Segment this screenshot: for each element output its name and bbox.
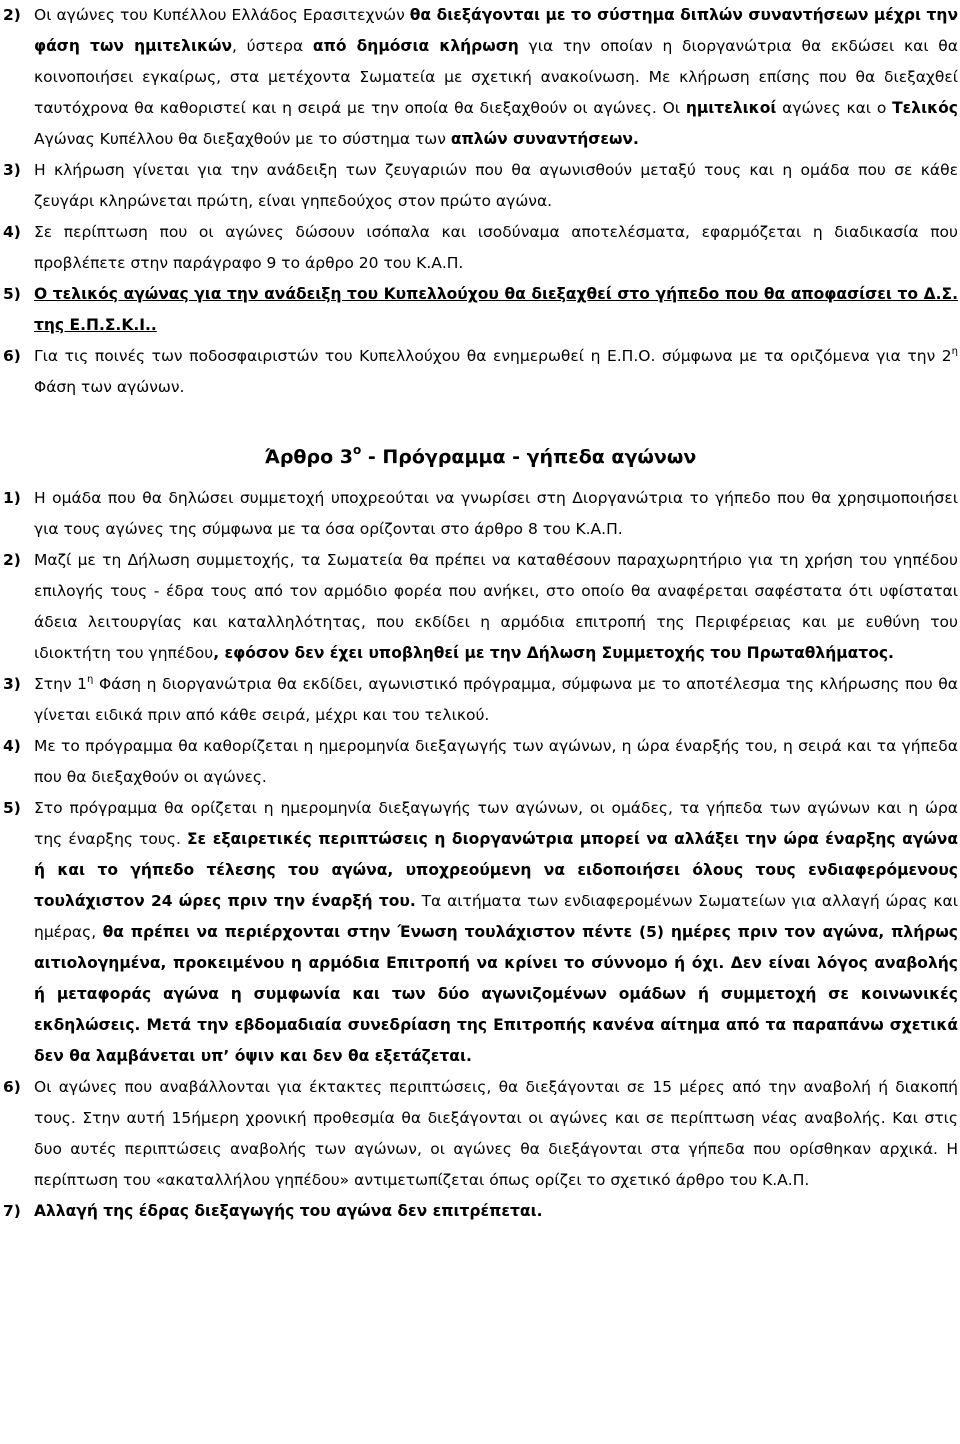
item-text <box>34 1202 543 1220</box>
paragraph-item <box>3 217 958 279</box>
text-run: Μαζί με τη Δήλωση συμμετοχής, τα Σωματεία θα πρέπει να καταθέσουν παραχωρητήριο για τη χρήση του γηπέδου επιλογής τους - έδρα τους από τον αρμόδιο φορέα που ανήκει, στο οποίο θα αναφέρεται σαφέστατα ότι υφίσταται άδεια λειτουργίας και καταλληλότητας, που εκδίδει η αρμόδια επιτροπή της Περιφέρειας και με ευθύνη του ιδιοκτήτη του γηπέδου <box>34 551 958 662</box>
text-run: Ο τελικός αγώνας για την ανάδειξη του Κυπελλούχου θα διεξαχθεί στο γήπεδο που θα αποφασίσει το Δ.Σ. της Ε.Π.Σ.Κ.Ι.. <box>34 285 958 334</box>
item-text <box>34 285 958 334</box>
heading-superscript: ο <box>352 442 362 457</box>
item-text <box>34 161 958 210</box>
text-run: Στο πρόγραμμα θα ορίζεται η ημερομηνία διεξαγωγής των αγώνων, οι ομάδες, τα γήπεδα των αγώνων και η ώρα της έναρξης τους. <box>34 799 958 848</box>
paragraph-item <box>3 669 958 731</box>
text-run: Τα αιτήματα των ενδιαφερομένων Σωματείων για αλλαγή ώρας και ημέρας, <box>34 892 958 941</box>
text-run: απλών συναντήσεων. <box>450 130 639 148</box>
text-run: Αγώνας Κυπέλλου θα διεξαχθούν με το σύστημα των <box>34 130 451 148</box>
heading-text: Άρθρο 3 <box>264 446 353 468</box>
paragraph-item <box>3 155 958 217</box>
text-run: Οι αγώνες που αναβάλλονται για έκτακτες περιπτώσεις, θα διεξάγονται σε 15 μέρες από την αναβολή ή διακοπή τους. Στην αυτή 15ήμερη χρονική προθεσμία θα διεξάγονται οι αγώνες και σε περίπτωση νέας αναβολής. Και στις δυο αυτές περιπτώσεις αναβολής των αγώνων, οι αγώνες θα διεξάγονται στα γήπεδα που ορίσθηκαν αρχικά. Η περίπτωση του «ακαταλλήλου γηπέδου» αντιμετωπίζεται όπως ορίζει το σχετικό άρθρο του Κ.Α.Π. <box>34 1078 958 1189</box>
item-number: 7) <box>3 1202 21 1220</box>
item-text <box>34 551 958 662</box>
text-run: θα πρέπει να περιέρχονται στην Ένωση τουλάχιστον πέντε (5) ημέρες πριν τον αγώνα, πλήρως αιτιολογημένα, προκειμένου η αρμόδια Επιτροπή να κρίνει το σύννομο ή όχι. Δεν είναι λόγος αναβολής ή μεταφοράς αγώνα η συμφωνία και των δύο αγωνιζομένων ομάδων ή συμμετοχή σε κοινωνικές εκδηλώσεις. Μετά την εβδομαδιαία συνεδρίαση της Επιτροπής κανένα αίτημα από τα παραπάνω σχετικά δεν θα λαμβάνεται υπ’ όψιν και δεν θα εξετάζεται. <box>34 923 958 1065</box>
item-number: 3) <box>3 161 21 179</box>
item-text <box>34 799 958 1065</box>
item-text <box>34 6 958 148</box>
article-3-body <box>3 483 958 1227</box>
text-run: θα διεξάγονται με το σύστημα διπλών συναντήσεων μέχρι την φάση των ημιτελικών <box>34 6 958 55</box>
item-number: 6) <box>3 1078 21 1096</box>
item-number: 3) <box>3 675 21 693</box>
item-number: 2) <box>3 6 21 24</box>
heading-subtitle: - Πρόγραμμα - γήπεδα αγώνων <box>361 446 697 468</box>
text-run: Φάση των αγώνων. <box>34 378 185 396</box>
item-number: 2) <box>3 551 21 569</box>
paragraph-item <box>3 341 958 403</box>
item-number: 6) <box>3 347 21 365</box>
article-3-heading <box>3 442 958 473</box>
text-run: Σε εξαιρετικές περιπτώσεις η διοργανώτρια μπορεί να αλλάξει την ώρα έναρξης αγώνα ή και το γήπεδο τέλεσης του αγώνα, υποχρεούμενη να ειδοποιήσει όλους τους ενδιαφερόμενους τουλάχιστον 24 ώρες πριν την έναρξή του. <box>34 830 959 910</box>
item-number: 4) <box>3 737 21 755</box>
text-run: Στην 1 <box>34 675 88 693</box>
item-number: 5) <box>3 285 21 303</box>
item-text <box>34 347 958 396</box>
paragraph-item <box>3 1072 958 1196</box>
item-text <box>34 1078 958 1189</box>
item-text <box>34 675 958 724</box>
text-run: Η ομάδα που θα δηλώσει συμμετοχή υποχρεούται να γνωρίσει στη Διοργανώτρια το γήπεδο που θα χρησιμοποιήσει για τους αγώνες της σύμφωνα με τα όσα ορίζονται στο άρθρο 8 του Κ.Α.Π. <box>34 489 958 538</box>
text-run: Οι αγώνες του Κυπέλλου Ελλάδος Ερασιτεχνών <box>34 6 410 24</box>
text-run: από δημόσια κλήρωση <box>312 37 519 55</box>
item-number: 1) <box>3 489 21 507</box>
text-run: αγώνες και ο <box>776 99 893 117</box>
paragraph-item <box>3 793 958 1072</box>
text-run: Αλλαγή της έδρας διεξαγωγής του αγώνα δεν επιτρέπεται. <box>34 1202 543 1220</box>
article-2-continuation <box>3 0 958 403</box>
text-run: Σε περίπτωση που οι αγώνες δώσουν ισόπαλα και ισοδύναμα αποτελέσματα, εφαρμόζεται η διαδικασία που προβλέπετε στην παράγραφο 9 το άρθρο 20 του Κ.Α.Π. <box>34 223 958 272</box>
text-run: Η κλήρωση γίνεται για την ανάδειξη των ζευγαριών που θα αγωνισθούν μεταξύ τους και η ομάδα που σε κάθε ζευγάρι κληρώνεται πρώτη, είναι γηπεδούχος στον πρώτο αγώνα. <box>34 161 958 210</box>
item-text <box>34 223 958 272</box>
paragraph-item <box>3 1196 958 1227</box>
text-run: Με το πρόγραμμα θα καθορίζεται η ημερομηνία διεξαγωγής των αγώνων, η ώρα έναρξής του, η σειρά και τα γήπεδα που θα διεξαχθούν οι αγώνες. <box>34 737 958 786</box>
text-run: Για τις ποινές των ποδοσφαιριστών του Κυπελλούχου θα ενημερωθεί η Ε.Π.Ο. σύμφωνα με τα οριζόμενα για την 2 <box>34 347 952 365</box>
item-text <box>34 737 958 786</box>
paragraph-item <box>3 545 958 669</box>
text-run: Τελικός <box>892 99 958 117</box>
item-number: 5) <box>3 799 21 817</box>
item-number: 4) <box>3 223 21 241</box>
text-run: για την οποίαν η διοργανώτρια θα εκδώσει και θα κοινοποιήσει εγκαίρως, στα μετέχοντα Σωματεία με σχετική ανακοίνωση. Με κλήρωση επίσης που θα διεξαχθεί ταυτόχρονα θα καθοριστεί και η σειρά με την οποία θα διεξαχθούν οι αγώνες. Οι <box>34 37 958 117</box>
item-text <box>34 489 958 538</box>
paragraph-item <box>3 731 958 793</box>
paragraph-item <box>3 483 958 545</box>
text-run: Φάση η διοργανώτρια θα εκδίδει, αγωνιστικό πρόγραμμα, σύμφωνα με το αποτέλεσμα της κλήρωσης που θα γίνεται ειδικά πριν από κάθε σειρά, μέχρι και του τελικού. <box>34 675 958 724</box>
superscript-text: η <box>87 673 94 685</box>
text-run: ημιτελικοί <box>685 99 777 117</box>
superscript-text: η <box>951 345 958 357</box>
paragraph-item <box>3 279 958 341</box>
text-run: , ύστερα <box>232 37 313 55</box>
paragraph-item <box>3 0 958 155</box>
text-run: , εφόσον δεν έχει υποβληθεί με την Δήλωση Συμμετοχής του Πρωταθλήματος. <box>213 644 894 662</box>
